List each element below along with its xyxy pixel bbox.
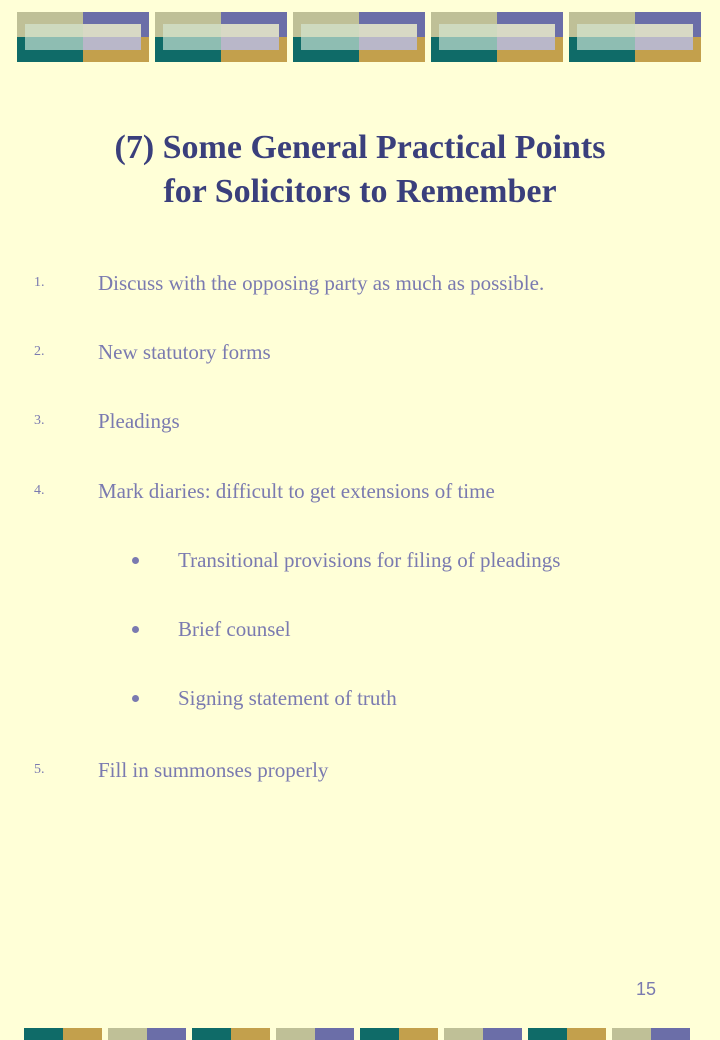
top-decorative-band	[0, 0, 720, 70]
slide-title-line-2: for Solicitors to Remember	[163, 173, 557, 210]
list-item	[0, 758, 720, 788]
item-text: Fill in summonses properly	[98, 758, 329, 782]
list-item	[0, 340, 720, 370]
bullet-icon	[132, 695, 139, 702]
list-item	[0, 409, 720, 439]
decorative-band-segment	[612, 1028, 651, 1040]
decorative-tile	[431, 12, 563, 62]
decorative-band-segment	[276, 1028, 315, 1040]
decorative-band-segment	[483, 1028, 522, 1040]
item-number: 3.	[34, 413, 45, 428]
page-number: 15	[636, 979, 657, 999]
decorative-band-segment	[192, 1028, 231, 1040]
decorative-band-segment	[315, 1028, 354, 1040]
item-number: 4.	[34, 483, 45, 498]
decorative-band-segment	[360, 1028, 399, 1040]
decorative-band-segment	[63, 1028, 102, 1040]
decorative-band-segment	[24, 1028, 63, 1040]
sub-list-item	[0, 617, 720, 647]
sub-item-text: Transitional provisions for filing of pleadings	[178, 548, 561, 572]
bullet-icon	[132, 626, 139, 633]
item-text: Pleadings	[98, 409, 180, 433]
item-number: 1.	[34, 275, 45, 290]
sub-item-text: Brief counsel	[178, 617, 291, 641]
item-text: Discuss with the opposing party as much as possible.	[98, 271, 545, 295]
decorative-tile	[293, 12, 425, 62]
slide-title-line-1: (7) Some General Practical Points	[114, 129, 606, 166]
bullet-icon	[132, 557, 139, 564]
bottom-decorative-band	[0, 1028, 720, 1040]
decorative-band-segment	[651, 1028, 690, 1040]
list-item	[0, 271, 720, 301]
sub-list-item	[0, 686, 720, 716]
decorative-band-segment	[231, 1028, 270, 1040]
decorative-tile	[17, 12, 149, 62]
sub-item-text: Signing statement of truth	[178, 686, 397, 710]
item-text: Mark diaries: difficult to get extensions of time	[98, 479, 495, 503]
decorative-tile	[155, 12, 287, 62]
decorative-band-segment	[108, 1028, 147, 1040]
item-number: 2.	[34, 344, 45, 359]
item-text: New statutory forms	[98, 340, 271, 364]
decorative-band-segment	[147, 1028, 186, 1040]
decorative-band-segment	[444, 1028, 483, 1040]
list-item	[0, 479, 720, 509]
item-number: 5.	[34, 762, 45, 777]
sub-list-item	[0, 548, 720, 578]
decorative-band-segment	[528, 1028, 567, 1040]
decorative-tile	[569, 12, 701, 62]
decorative-band-segment	[567, 1028, 606, 1040]
decorative-band-segment	[399, 1028, 438, 1040]
